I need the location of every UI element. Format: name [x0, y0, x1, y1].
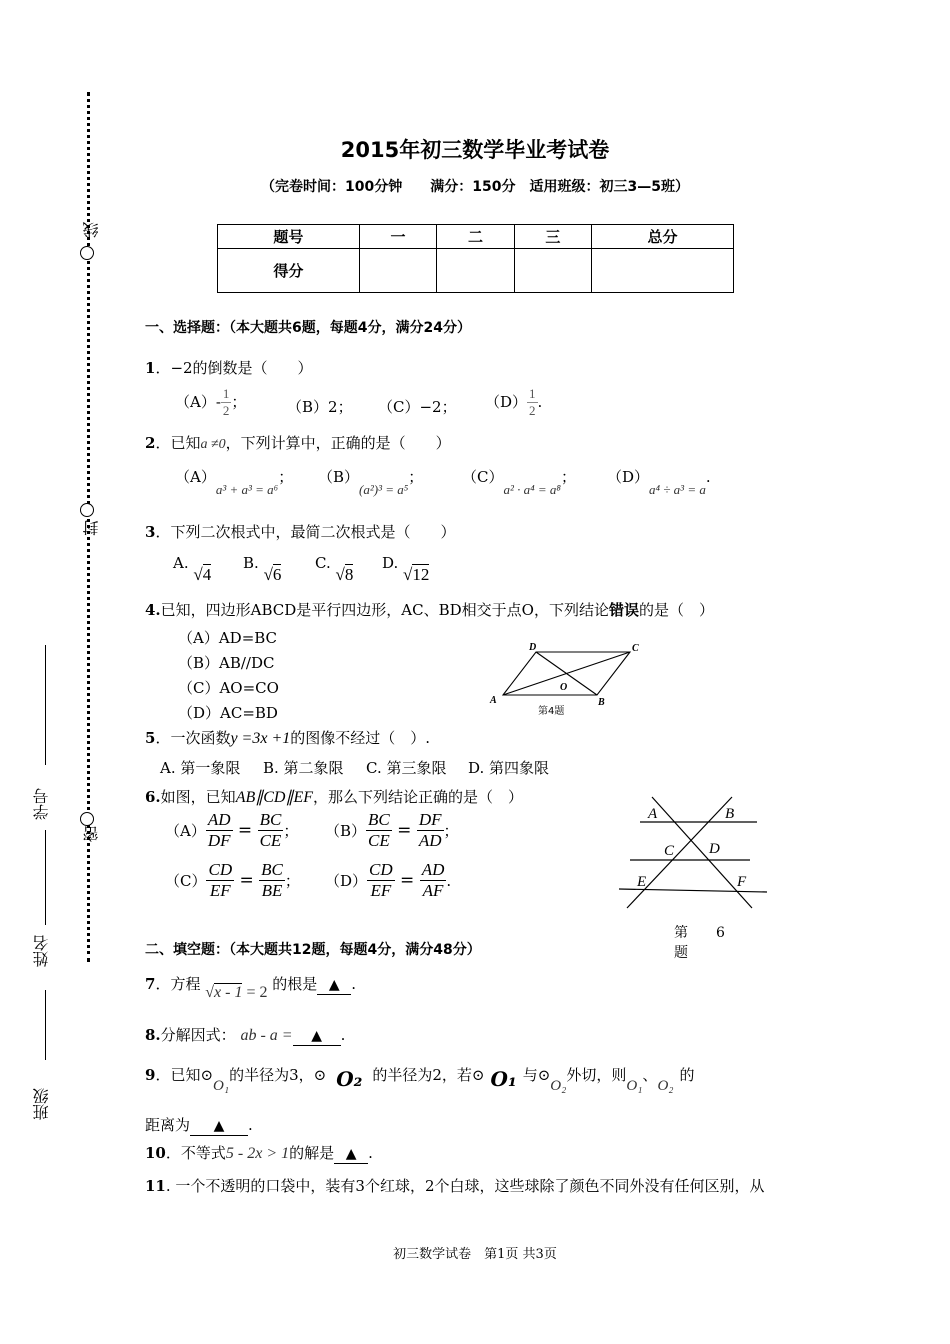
- seal-circle-marker: [80, 503, 94, 517]
- q6-option-c[interactable]: （C） $\frac{CD}{EF}$ = $\frac{BC}{BE}$ ；: [165, 860, 300, 901]
- q7-text-pre: ．方程: [155, 975, 201, 993]
- q6-a-frac1: $\frac{AD}{DF}$: [207, 810, 231, 851]
- q6-label-d: D: [709, 841, 720, 857]
- q4-option-d[interactable]: （D）AC=BD: [178, 704, 278, 722]
- q2-option-c[interactable]: [462, 468, 576, 497]
- q2-option-d[interactable]: [607, 468, 711, 497]
- q4-text-emphasis: 错误: [608, 601, 639, 619]
- q2-condition: a ≠0: [200, 437, 226, 452]
- q9-o2-b: O₂: [657, 1078, 674, 1094]
- q4-number: 4.: [145, 601, 161, 619]
- q10-number: 10: [145, 1144, 166, 1162]
- q1-number: 1: [145, 359, 156, 377]
- score-cell[interactable]: [592, 249, 734, 293]
- q11-stem: [145, 1177, 765, 1195]
- q3-text: ．下列二次根式中，最简二次根式是（ ）: [155, 523, 456, 541]
- secret-circle-marker: [80, 812, 94, 826]
- q3-c-label: C.: [315, 554, 331, 572]
- q3-b-sqrt: √6: [263, 565, 282, 584]
- q5-text-pre: ．一次函数: [155, 729, 231, 747]
- page-title: 2015年初三数学毕业考试卷: [340, 138, 610, 162]
- q4-label-a: A: [490, 695, 497, 706]
- q3-a-label: A.: [173, 554, 189, 572]
- q6-b-label: （B）: [325, 821, 367, 840]
- score-header-cell: 二: [437, 225, 514, 249]
- q9-o2: O₂: [550, 1078, 567, 1094]
- q2-number: 2: [145, 434, 156, 452]
- q2-b-expr: (a²)³ = a⁵: [359, 482, 409, 497]
- q4-figure-caption: 第4题: [538, 706, 565, 717]
- q6-expr: AB∥CD∥EF: [235, 789, 314, 806]
- q4-option-c[interactable]: （C）AO=CO: [178, 679, 279, 697]
- q5-option-d[interactable]: D. 第四象限: [468, 759, 550, 777]
- q8-number: 8.: [145, 1026, 161, 1044]
- q3-option-d[interactable]: [382, 553, 430, 584]
- q4-stem: [145, 601, 714, 619]
- q9-o1-b: O₁: [626, 1078, 643, 1094]
- q4-label-c: C: [632, 643, 639, 654]
- q6-text-post: ，那么下列结论正确的是（ ）: [313, 788, 524, 806]
- q9-o1: O₁: [213, 1078, 230, 1094]
- name-field-line[interactable]: [45, 830, 46, 925]
- q3-option-b[interactable]: [243, 553, 282, 584]
- q2-c-label: （C）: [462, 468, 504, 486]
- q1-option-d[interactable]: [485, 386, 542, 418]
- q2-b-label: （B）: [318, 468, 360, 486]
- q9-answer-blank[interactable]: ▲: [190, 1118, 248, 1136]
- q2-d-expr: a⁴ ÷ a³ = a: [649, 482, 706, 497]
- q2-option-a[interactable]: [175, 468, 294, 497]
- q6-b-frac2: $\frac{DF}{AD}$: [418, 810, 442, 851]
- q6-parallel-lines-figure: [612, 793, 782, 913]
- student-no-label: 学号: [32, 788, 51, 820]
- q6-c-end: ；: [284, 871, 300, 890]
- q6-text-pre: 如图，已知: [160, 788, 236, 806]
- q6-label-b: B: [725, 806, 735, 822]
- q1-a-label: （A）-: [175, 393, 221, 412]
- q6-label-a: A: [648, 806, 658, 822]
- side-line-label: 线: [82, 222, 101, 238]
- q11-number: 11: [145, 1177, 166, 1195]
- q6-option-d[interactable]: （D） $\frac{CD}{EF}$ = $\frac{AD}{AF}$ .: [325, 860, 452, 901]
- q6-d-end: .: [446, 871, 452, 890]
- q7-equation: √x - 1 = 2: [205, 984, 268, 1001]
- section-2-heading: 二、填空题：（本大题共12题，每题4分，满分48分）: [145, 942, 481, 958]
- q6-c-frac1: $\frac{CD}{EF}$: [208, 860, 233, 901]
- q6-stem: [145, 788, 523, 807]
- q9-line2-text: 距离为: [145, 1116, 191, 1134]
- q6-label-c: C: [664, 843, 675, 859]
- class-field-line[interactable]: [45, 990, 46, 1060]
- q4-text-post: 的是（ ）: [638, 601, 714, 619]
- q9-o1-large: O₁: [490, 1067, 517, 1091]
- q9-o2-large: O₂: [336, 1067, 363, 1091]
- q10-answer-blank[interactable]: ▲: [334, 1146, 368, 1164]
- q4-label-d: D: [529, 642, 537, 653]
- q3-b-label: B.: [243, 554, 259, 572]
- q8-text-pre: 分解因式：: [160, 1026, 236, 1044]
- q10-stem: 10．不等式5 - 2x > 1的解是 ▲ .: [145, 1144, 373, 1162]
- q6-option-b[interactable]: （B） $\frac{BC}{CE}$ = $\frac{DF}{AD}$ ；: [325, 810, 459, 851]
- q4-option-b[interactable]: （B）AB//DC: [178, 654, 275, 672]
- student-no-field-line[interactable]: [45, 645, 46, 765]
- score-table: [217, 224, 734, 293]
- q4-text-pre: 已知，四边形ABCD是平行四边形，AC、BD相交于点O，下列结论: [160, 601, 609, 619]
- q2-d-end: .: [705, 468, 711, 486]
- q3-d-label: D.: [382, 554, 399, 572]
- q4-parallelogram-figure: [480, 638, 650, 720]
- q6-figure-caption-1: 第 6: [674, 925, 725, 941]
- q1-option-a[interactable]: [175, 386, 246, 418]
- q2-stem: [145, 434, 451, 454]
- q8-answer-blank[interactable]: ▲: [293, 1028, 341, 1046]
- score-cell[interactable]: [514, 249, 591, 293]
- q4-label-o: O: [560, 682, 568, 693]
- q2-text-pre: ．已知: [155, 434, 201, 452]
- q7-text-post: 的根是: [272, 975, 318, 993]
- q1-option-c[interactable]: （C）−2；: [378, 398, 457, 416]
- q1-stem: [145, 359, 313, 377]
- exam-subtitle: （完卷时间：100分钟 满分：150分 适用班级：初三3—5班）: [261, 179, 689, 195]
- q1-d-fraction: $\frac{1}{2}$: [529, 386, 536, 418]
- q9-stem: 9．已知⊙O₁的半径为3，⊙ O₂ 的半径为2，若⊙ O₁ 与⊙O₂外切，则O₁、O₂的: [145, 1066, 695, 1094]
- page-footer: 初三数学试卷 第1页 共3页: [393, 1247, 557, 1262]
- q3-stem: [145, 523, 455, 541]
- q10-expr: 5 - 2x > 1: [225, 1145, 290, 1162]
- q8-expr: ab - a =: [240, 1027, 293, 1044]
- side-secret-label: 密: [82, 826, 101, 842]
- q5-option-a[interactable]: A. 第一象限: [160, 759, 241, 777]
- q6-d-label: （D）: [325, 871, 368, 890]
- q5-number: 5: [145, 729, 156, 747]
- q5-option-c[interactable]: C. 第三象限: [366, 759, 447, 777]
- q1-a-fraction: $\frac{1}{2}$: [222, 386, 230, 418]
- score-header-cell: 三: [514, 225, 591, 249]
- q4-option-a[interactable]: （A）AD=BC: [178, 629, 278, 647]
- q6-b-end: ；: [443, 821, 459, 840]
- q6-figure-caption-2: 题: [674, 945, 688, 961]
- q2-text-post: ，下列计算中，正确的是（ ）: [225, 434, 451, 452]
- score-header-cell: 一: [359, 225, 436, 249]
- q5-stem: [145, 729, 430, 748]
- q7-stem: 7．方程 √x - 1 = 2 的根是 ▲ .: [145, 975, 357, 1001]
- score-header-cell: 题号: [218, 225, 360, 249]
- class-label: 班级: [32, 1088, 51, 1120]
- q2-a-end: ；: [278, 468, 294, 486]
- q10-text-post: 的解是: [289, 1144, 335, 1162]
- q2-c-end: ；: [560, 468, 576, 486]
- q2-d-label: （D）: [607, 468, 650, 486]
- q9-number: 9: [145, 1066, 156, 1084]
- q3-number: 3: [145, 523, 156, 541]
- q1-text: ．−2的倒数是（ ）: [155, 359, 313, 377]
- q3-option-c[interactable]: [315, 553, 354, 584]
- q7-number: 7: [145, 975, 156, 993]
- q1-d-end: .: [537, 393, 543, 412]
- q1-option-b[interactable]: （B）2；: [287, 398, 353, 416]
- q7-answer-blank[interactable]: ▲: [317, 977, 351, 995]
- q2-option-b[interactable]: [318, 468, 424, 497]
- q1-d-label: （D）: [485, 393, 528, 412]
- q6-number: 6.: [145, 788, 161, 806]
- q5-expr: y =3x +1: [230, 730, 291, 747]
- q6-label-e: E: [637, 874, 647, 890]
- q6-c-frac2: $\frac{BC}{BE}$: [261, 860, 283, 901]
- q3-a-sqrt: √4: [193, 565, 212, 584]
- score-header-cell: 总分: [592, 225, 734, 249]
- q1-a-end: ；: [231, 393, 247, 412]
- score-row-label: 得分: [218, 249, 360, 293]
- score-cell[interactable]: [437, 249, 514, 293]
- q3-option-a[interactable]: [173, 553, 212, 584]
- q5-text-post: 的图像不经过（ ）.: [290, 729, 431, 747]
- q6-c-label: （C）: [165, 871, 207, 890]
- q6-a-label: （A）: [165, 821, 206, 840]
- q5-option-b[interactable]: B. 第二象限: [263, 759, 344, 777]
- q9-line-2: 距离为 ▲ .: [145, 1116, 253, 1134]
- q2-a-label: （A）: [175, 468, 216, 486]
- q2-b-end: ；: [408, 468, 424, 486]
- q2-c-expr: a² · a⁴ = a⁸: [503, 482, 561, 497]
- q10-text-pre: ．不等式: [165, 1144, 226, 1162]
- q6-option-a[interactable]: （A） $\frac{AD}{DF}$ = $\frac{BC}{CE}$ ；: [165, 810, 299, 851]
- q6-label-f: F: [737, 874, 747, 890]
- q6-a-frac2: $\frac{BC}{CE}$: [259, 810, 282, 851]
- q6-d-frac1: $\frac{CD}{EF}$: [369, 860, 393, 901]
- section-1-heading: 一、选择题：（本大题共6题，每题4分，满分24分）: [145, 320, 471, 336]
- q8-stem: 8.分解因式： ab - a = ▲ .: [145, 1026, 346, 1044]
- q6-d-frac2: $\frac{AD}{AF}$: [421, 860, 445, 901]
- q11-text: . 一个不透明的口袋中，装有3个红球，2个白球，这些球除了颜色不同外没有任何区别，从: [165, 1177, 765, 1195]
- name-label: 姓名: [32, 935, 51, 967]
- q6-a-end: ；: [283, 821, 299, 840]
- line-circle-marker: [80, 246, 94, 260]
- q3-c-sqrt: √8: [335, 565, 354, 584]
- q4-label-b: B: [598, 697, 605, 708]
- q2-a-expr: a³ + a³ = a⁶: [215, 482, 279, 497]
- q6-b-frac1: $\frac{BC}{CE}$: [368, 810, 390, 851]
- q3-d-sqrt: √12: [403, 565, 430, 584]
- score-cell[interactable]: [359, 249, 436, 293]
- side-seal-label: 封: [82, 520, 101, 536]
